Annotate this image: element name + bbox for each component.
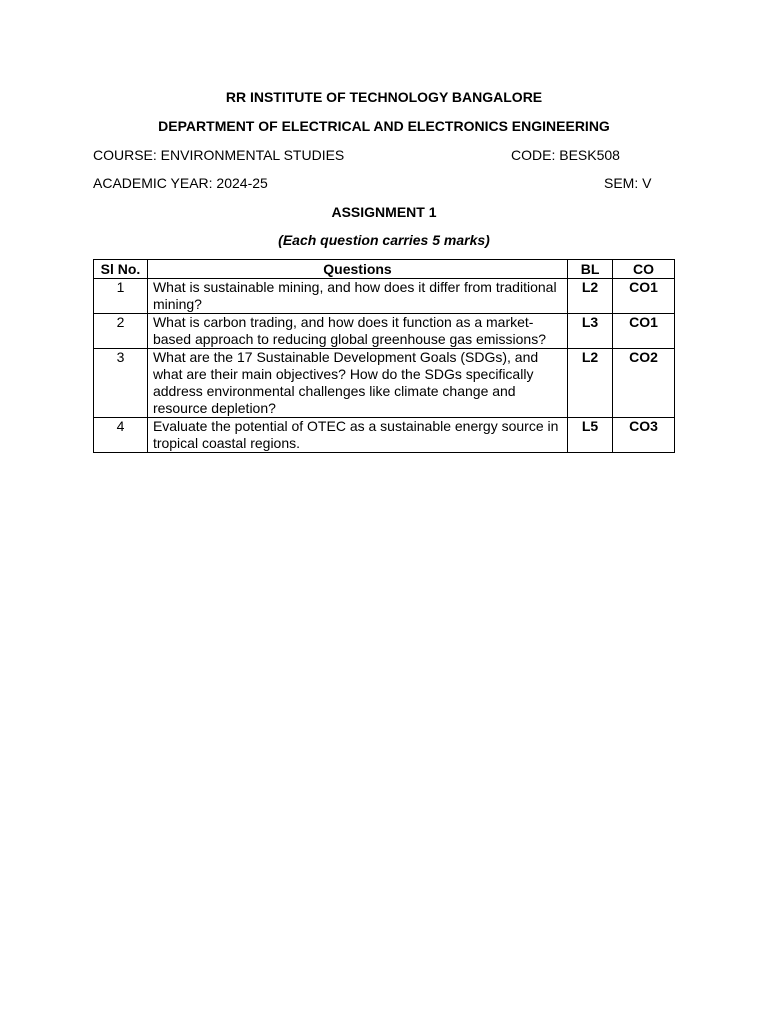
row-question: Evaluate the potential of OTEC as a sustainable energy source in tropical coastal regions. (147, 418, 567, 453)
marks-note: (Each question carries 5 marks) (278, 232, 490, 248)
table-row (94, 314, 675, 349)
row-bl: L2 (568, 279, 613, 314)
department-title: DEPARTMENT OF ELECTRICAL AND ELECTRONICS ENGINEERING (158, 118, 610, 134)
table-row (94, 349, 675, 418)
table-row (94, 279, 675, 314)
row-co: CO1 (613, 314, 675, 349)
row-sl-no: 3 (94, 349, 148, 418)
course-code: CODE: BESK508 (511, 147, 620, 163)
header-co: CO (613, 260, 675, 279)
row-bl: L3 (568, 314, 613, 349)
row-question: What is sustainable mining, and how does it differ from traditional mining? (147, 279, 567, 314)
row-co: CO1 (613, 279, 675, 314)
row-question: What is carbon trading, and how does it function as a market-based approach to reducing global greenhouse gas emissions? (147, 314, 567, 349)
header-sl-no: Sl No. (94, 260, 148, 279)
header-questions: Questions (147, 260, 567, 279)
table-header-row (94, 260, 675, 279)
row-question: What are the 17 Sustainable Development Goals (SDGs), and what are their main objectives? How do the SDGs specifically address environmental challenges like climate change and resource depletion? (147, 349, 567, 418)
assignment-title: ASSIGNMENT 1 (331, 204, 437, 220)
institute-title: RR INSTITUTE OF TECHNOLOGY BANGALORE (225, 89, 543, 105)
row-sl-no: 1 (94, 279, 148, 314)
course-name: COURSE: ENVIRONMENTAL STUDIES (93, 147, 345, 163)
questions-table (93, 259, 675, 453)
row-co: CO3 (613, 418, 675, 453)
row-sl-no: 4 (94, 418, 148, 453)
table-row (94, 418, 675, 453)
row-bl: L2 (568, 349, 613, 418)
row-sl-no: 2 (94, 314, 148, 349)
header-bl: BL (568, 260, 613, 279)
academic-year: ACADEMIC YEAR: 2024-25 (93, 175, 268, 191)
row-co: CO2 (613, 349, 675, 418)
row-bl: L5 (568, 418, 613, 453)
semester: SEM: V (604, 175, 652, 191)
